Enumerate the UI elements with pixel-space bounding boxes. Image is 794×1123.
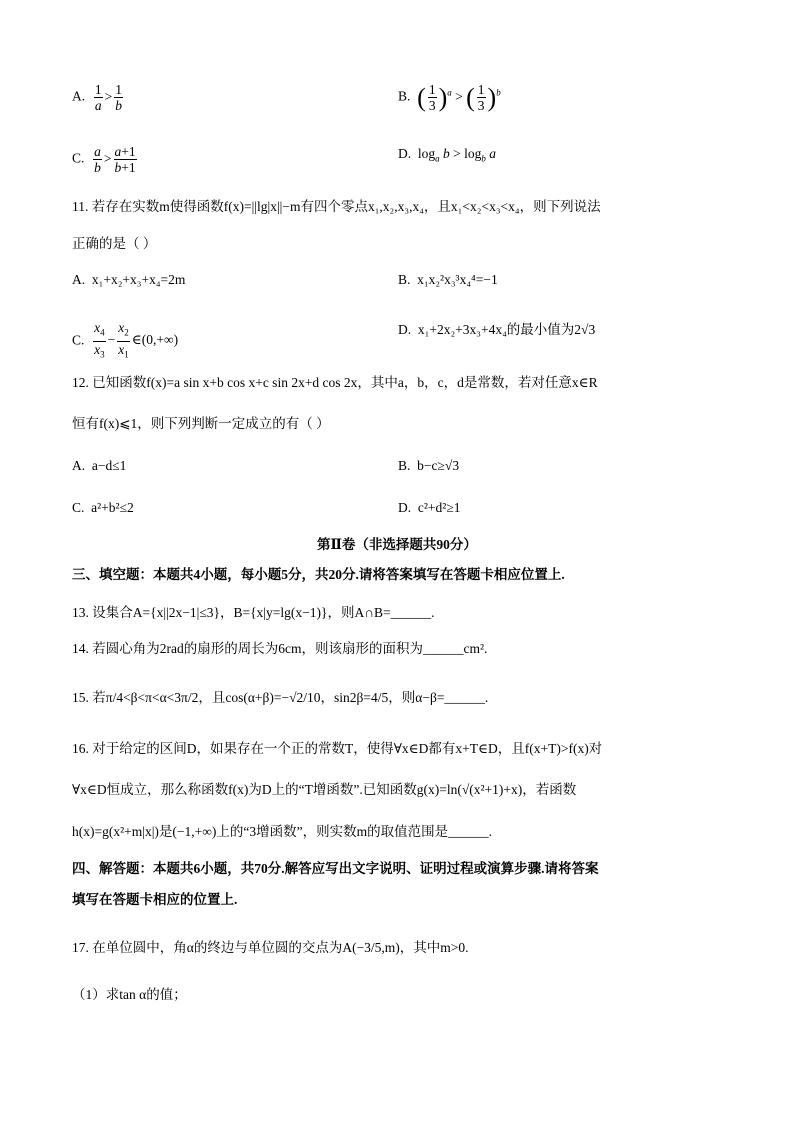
q11-option-c xyxy=(72,320,178,362)
q12-option-d xyxy=(398,498,460,518)
q11-option-a xyxy=(72,270,185,290)
option-label: C. xyxy=(72,150,85,166)
q17-text: 17. 在单位圆中，角α的终边与单位圆的交点为A(−3/5,m)，其中m>0. xyxy=(72,940,469,955)
option-label: A. xyxy=(72,458,86,473)
option-math: x₁+2x₂+3x₃+4x₄的最小值为2√3 xyxy=(417,322,596,337)
q10-option-a xyxy=(72,82,125,113)
q12-option-c xyxy=(72,498,134,518)
section4-title-line1: 四、解答题：本题共6小题，共70分.解答应写出文字说明、证明过程或演算步骤.请将答案 xyxy=(72,861,599,876)
part2-title: 第Ⅱ卷（非选择题共90分） xyxy=(317,537,477,552)
option-math: $\log_a b > \log_b a$ xyxy=(414,146,497,164)
option-math: a²+b²≤2 xyxy=(91,500,134,515)
q10-option-d xyxy=(398,144,496,169)
option-label: A. xyxy=(72,272,86,287)
section3-title: 三、填空题：本题共4小题，每小题5分，共20分.请将答案填写在答题卡相应位置上. xyxy=(72,567,565,582)
option-label: B. xyxy=(398,272,411,287)
option-math: $\frac{x_4}{x_3}$ − $\frac{x_2}{x_1}$ ∈(0,+∞) xyxy=(94,320,179,360)
q11-option-d xyxy=(398,320,595,340)
q11-stem-line2: 正确的是（ ） xyxy=(72,236,157,251)
option-math: b−c≥√3 xyxy=(417,458,460,473)
option-label: D. xyxy=(398,322,412,337)
option-label: C. xyxy=(72,332,85,348)
option-math: ( $\frac{1}{3}$ )$^a$ > ( $\frac{1}{3}$ )$^b$ xyxy=(417,82,501,113)
q17-part1: （1）求tan α的值； xyxy=(72,987,187,1002)
q10-option-c xyxy=(72,144,139,175)
q16-line2: ∀x∈D恒成立，那么称函数f(x)为D上的“T增函数”.已知函数g(x)=ln(√(x²+1)+x)，若函数 xyxy=(72,782,577,797)
q14-text: 14. 若圆心角为2rad的扇形的周长为6cm，则该扇形的面积为______cm². xyxy=(72,641,488,656)
q16-line3: h(x)=g(x²+m|x|)是(−1,+∞)上的“3增函数”，则实数m的取值范围是______. xyxy=(72,824,492,839)
option-math: $\frac{a}{b}$ > $\frac{a+1}{b+1}$ xyxy=(94,144,136,175)
section4-title-line2: 填写在答题卡相应的位置上. xyxy=(72,892,238,907)
q12-stem-line1: 12. 已知函数f(x)=a sin x+b cos x+c sin 2x+d cos 2x，其中a，b，c，d是常数，若对任意x∈R xyxy=(72,375,598,390)
q16-line1: 16. 对于给定的区间D，如果存在一个正的常数T，使得∀x∈D都有x+T∈D，且f(x+T)>f(x)对 xyxy=(72,741,603,756)
option-math: x₁x₂²x₃³x₄⁴=−1 xyxy=(417,272,498,287)
option-math: c²+d²≥1 xyxy=(417,500,461,515)
q13-text: 13. 设集合A={x||2x−1|≤3}，B={x|y=lg(x−1)}，则A∩B=______. xyxy=(72,605,435,620)
option-math: x₁+x₂+x₃+x₄=2m xyxy=(91,272,186,287)
option-math: $\frac{1}{a}$ > $\frac{1}{b}$ xyxy=(94,82,122,113)
q12-stem-line2: 恒有f(x)⩽1，则下列判断一定成立的有（ ） xyxy=(72,416,330,431)
q11-stem-line1: 11. 若存在实数m使得函数f(x)=||lg|x||−m有四个零点x₁,x₂,x₃,x₄，且x₁<x₂<x₃<x₄，则下列说法 xyxy=(72,199,601,214)
q15-text: 15. 若π/4<β<π<α<3π/2，且cos(α+β)=−√2/10，sin2β=4/5，则α−β=______. xyxy=(72,690,489,705)
option-label: C. xyxy=(72,500,85,515)
option-label: B. xyxy=(398,458,411,473)
q12-option-a xyxy=(72,456,126,476)
q12-option-b xyxy=(398,456,459,476)
option-label: D. xyxy=(398,500,412,515)
option-label: B. xyxy=(398,88,411,104)
option-math: a−d≤1 xyxy=(91,458,127,473)
q11-option-b xyxy=(398,270,498,290)
q10-option-b xyxy=(398,82,501,113)
option-label: D. xyxy=(398,146,412,161)
option-label: A. xyxy=(72,88,86,104)
